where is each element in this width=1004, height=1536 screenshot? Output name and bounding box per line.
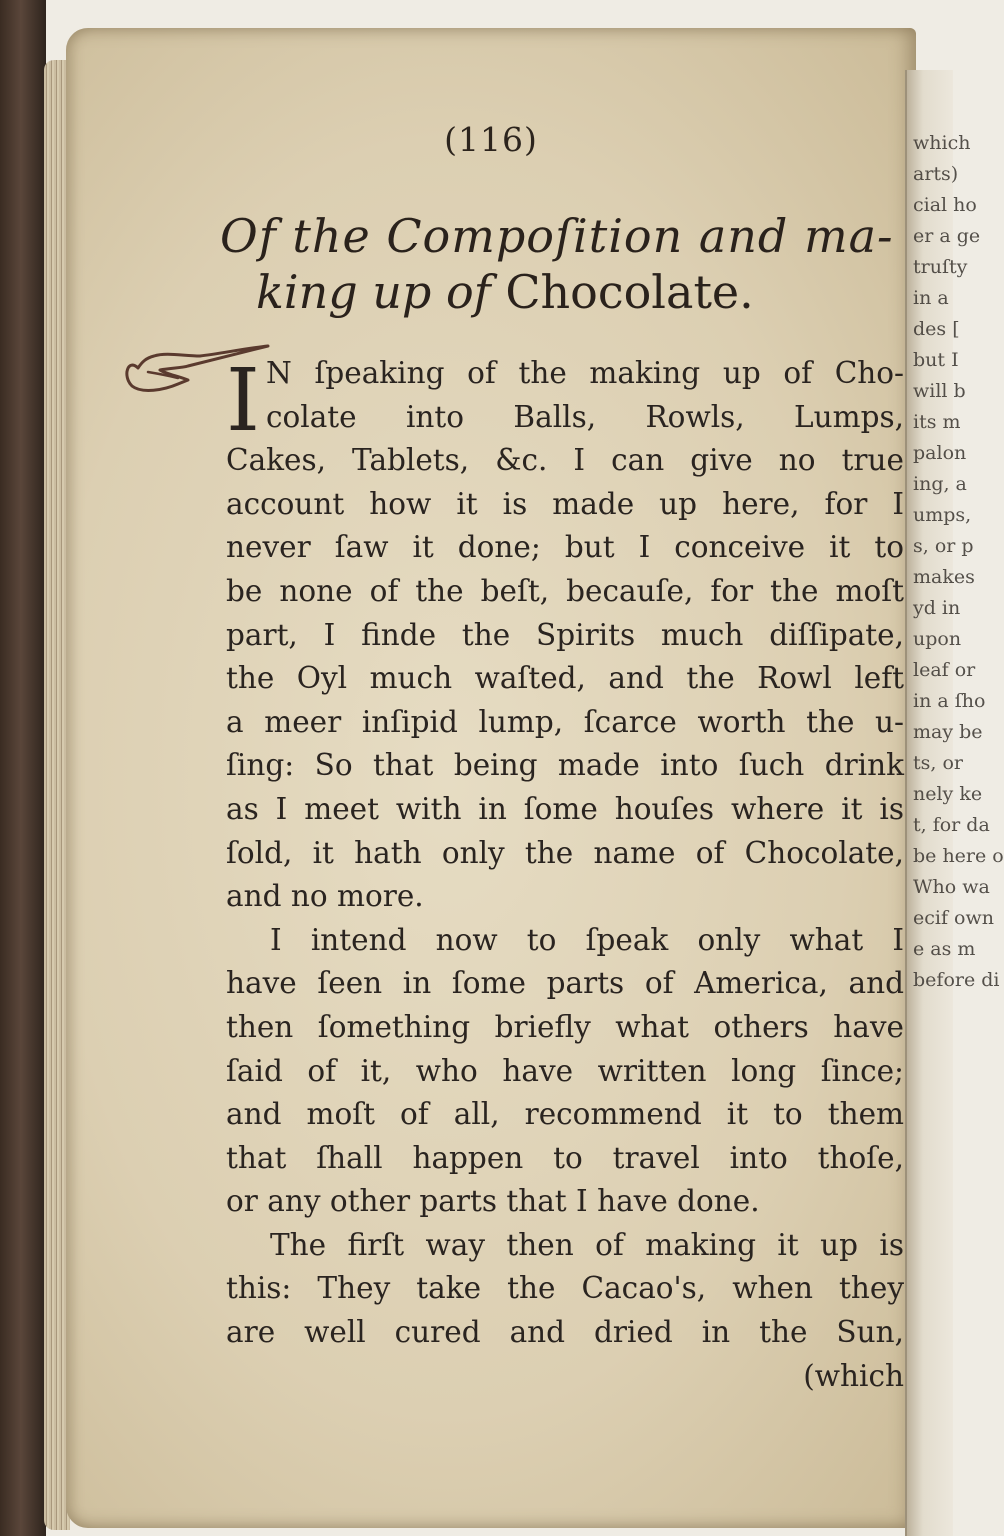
next-page-fragment: cial ho [913,194,977,216]
next-page-fragment: nely ke [913,783,983,805]
next-page-fragment: leaf or [913,659,976,681]
text-line: colate into Balls, Rowls, Lumps, [266,399,904,434]
text-line: ſing: So that being made into ſuch drink [226,748,904,783]
next-page-fragment: yd in [913,597,961,619]
next-page-fragment: palon [913,442,967,464]
text-line: a meer inſipid lump, ſcarce worth the u- [226,704,904,739]
next-page-fragment: before di [913,969,1000,991]
next-page-fragment: in a ſho [913,690,986,712]
paragraph-1 [226,352,904,919]
next-page-fragment: ecif own [913,907,994,929]
body-text [226,352,904,1398]
next-page-fragment: upon [913,628,962,650]
chapter-heading [220,208,910,320]
drop-cap: I [226,351,260,451]
next-page-fragment: arts) [913,163,959,185]
paragraph-3 [226,1224,904,1355]
next-page-fragment: ts, or [913,752,963,774]
next-page-edge [905,70,1004,1536]
text-line: N ſpeaking of the making up of Cho- [266,356,904,390]
text-line: have ſeen in ſome parts of America, and [226,966,904,1001]
next-page-fragment: t, for da [913,814,990,836]
next-page-fragment: be here o [913,845,1004,867]
next-page-fragment: will b [913,380,966,402]
next-page-fragment: but I [913,349,959,371]
next-page-fragment: s, or p [913,535,974,557]
text-line: be none of the beſt, becauſe, for the moſt [226,573,904,608]
text-line: I intend now to ſpeak only what I [270,922,904,957]
text-line: and no more. [226,879,424,914]
text-line: that ſhall happen to travel into thoſe, [226,1140,904,1175]
heading-line-2 [256,264,910,320]
catchword: (which [803,1358,904,1393]
next-page-fragment: makes [913,566,975,588]
next-page-fragment: ing, a [913,473,967,495]
text-line: this: They take the Cacao's, when they [226,1271,904,1306]
next-page-fragment: its m [913,411,961,433]
text-line: account how it is made up here, for I [226,486,904,521]
next-page-fragment: e as m [913,938,976,960]
next-page-fragment: which [913,132,971,154]
heading-line-2-roman: Chocolate. [505,265,754,319]
next-page-fragment: umps, [913,504,972,526]
text-line: Cakes, Tablets, &c. I can give no true [226,443,904,478]
page-number: (116) [444,120,538,159]
text-line: then ſomething briefly what others have [226,1009,904,1044]
text-line: The firſt way then of making it up is [270,1227,904,1262]
next-page-fragment: truſty [913,256,968,278]
text-line: as I meet with in ſome houſes where it is [226,791,904,826]
text-line: or any other parts that I have done. [226,1184,760,1219]
text-line: part, I finde the Spirits much diſſipate, [226,617,904,652]
book-spine [0,0,46,1536]
text-line: the Oyl much waſted, and the Rowl left [226,661,904,696]
next-page-fragment: in a [913,287,949,309]
next-page-fragment: er a ge [913,225,981,247]
text-line: never ſaw it done; but I conceive it to [226,530,904,565]
text-line: ſold, it hath only the name of Chocolate, [226,835,904,870]
heading-line-1: Of the Compoſition and ma- [220,209,894,263]
paragraph-2 [226,919,904,1224]
text-line: and moſt of all, recommend it to them [226,1097,904,1132]
text-line: ſaid of it, who have written long ſince; [226,1053,904,1088]
next-page-fragment: Who wa [913,876,990,898]
next-page-fragment: des [ [913,318,960,340]
next-page-fragment: may be [913,721,983,743]
heading-line-2-italic: king up of [256,265,491,319]
text-line: are well cured and dried in the Sun, [226,1315,904,1350]
